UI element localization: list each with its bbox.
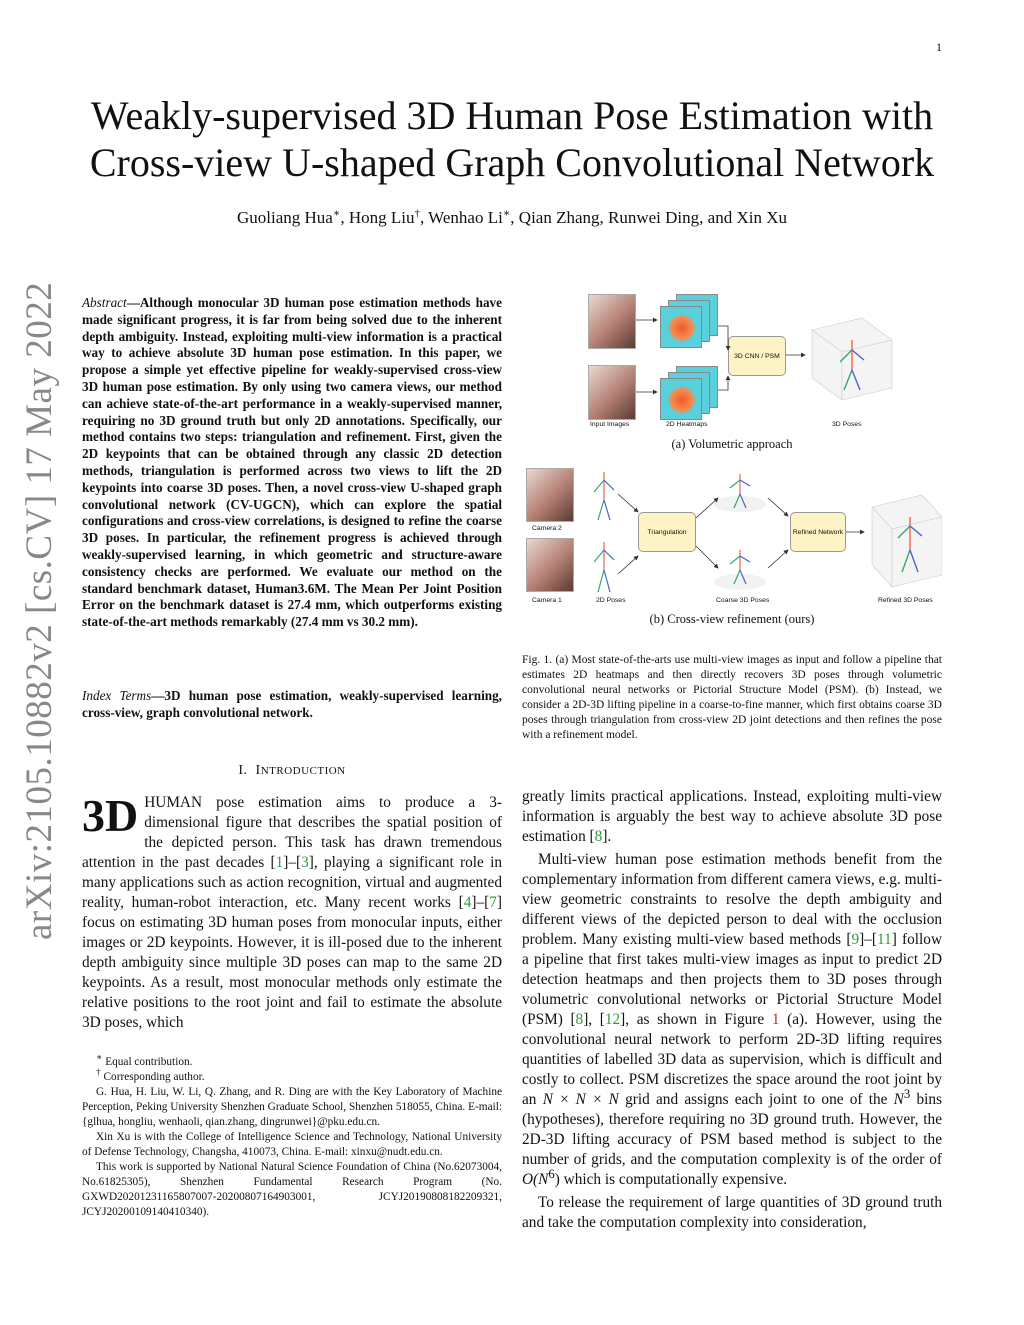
footnotes: ∗ Equal contribution. † Corresponding author. G. Hua, H. Liu, W. Li, Q. Zhang, and R. Ding are with the Key Laboratory of Machine Perception, Peking University Shenzhen Graduate School, Shenzhen 518055, China. E-mail: {glhua, hongliu, wenhaoli, qian.zhang, dingrunwei}@pku.edu.cn. Xin Xu is with the College of Intelligence Science and Technology, National University of Defense Technology, Changsha, 410073, China. E-mail: xinxu@nudt.edu.cn. This work is supported by National Natural Science Foundation of China (No.62073004, No.61825305), Shenzhen Fundamental Research Program (No. GXWD20201231165807007-20200807164903001, JCYJ20190808182209321, JCYJ20200109140410340). [82,1053,502,1218]
section-heading: I. INTRODUCTION [238,763,346,778]
citation-link[interactable]: 11 [876,931,892,948]
arrow [718,326,728,350]
fig-label: Coarse 3D Poses [716,597,770,604]
arrow [618,494,638,512]
coarse-3d-pose [714,550,766,590]
citation-link[interactable]: 7 [489,894,497,911]
cnn-psm-box: 3D CNN / PSM [728,336,786,376]
coarse-3d-pose [714,474,766,512]
author-name: Hong Liu [348,208,415,227]
paragraph: To release the requirement of large quantities of 3D ground truth and take the computation complexity into consideration, [522,1194,942,1231]
arrow [696,498,718,518]
figure-link[interactable]: 1 [771,1011,780,1028]
citation-link[interactable]: 1 [275,854,284,871]
affiliation-footnote: Xin Xu is with the College of Intelligence Science and Technology, National University of Defense Technology, Changsha, 410073, China. E-mail: xinxu@nudt.edu.cn. [82,1131,502,1158]
abstract [82,295,502,631]
dropcap: 3D [82,790,139,841]
citation-link[interactable]: 8 [594,828,603,845]
fig-label: Camera 1 [532,597,562,604]
triangulation-box: Triangulation [638,512,696,552]
author-mark: ∗ [332,207,341,220]
figure-b-diagram [522,462,942,607]
index-terms [82,688,502,722]
citation-link[interactable]: 9 [851,931,860,948]
citation-link[interactable]: 3 [301,854,309,871]
author-mark: ∗ [502,207,511,220]
paper-title: Weakly-supervised 3D Human Pose Estimation with Cross-view U-shaped Graph Convolutional Network [89,93,935,185]
refined-3d-pose-plot [872,495,942,587]
fig-label: 3D Poses [832,421,862,428]
page-number: 1 [936,40,942,54]
figure-a-arrows [522,290,942,430]
fig-label: Input Images [590,421,630,428]
right-column-text [522,787,942,1233]
author-name: Guoliang Hua [237,208,333,227]
author-name: Wenhao Li [428,208,503,227]
citation-link[interactable]: 4 [463,894,472,911]
index-terms-text: —3D human pose estimation, weakly-supervised learning, cross-view, graph convolutional network. [82,688,502,720]
arrow [718,376,728,390]
abstract-text: —Although monocular 3D human pose estimation methods have made significant progress, it is far from being solved due to the inherent depth ambiguity. Instead, exploiting multi-view information is a practical way to achieve absolute 3D human pose estimation. In this paper, we propose a simple yet effective pipeline for weakly-supervised cross-view 3D human pose estimation. By only using two camera views, our method can achieve state-of-the-art performance in a weakly-supervised manner, requiring no 3D ground truth but only 2D annotations. Specifically, our method contains two steps: triangulation and refinement. First, given the 2D keypoints that can be obtained through any classic 2D detection methods, triangulation is performed across two views to lift the 2D keypoints into coarse 3D poses. Then, a novel cross-view U-shaped graph convolutional network (CV-UGCN), which can explore the spatial configurations and cross-view correlations, is designed to refine the coarse 3D poses. In particular, the refinement progress is achieved through weakly-supervised learning, in which geometric and structure-aware consistency checks are performed. We evaluate our method on the standard benchmark dataset, Human3.6M. The Mean Per Joint Position Error on the benchmark dataset is 27.4 mm, which outperforms existing state-of-the-art methods remarkably (27.4 mm vs 30.2 mm). [82,295,502,630]
arrow [696,546,718,568]
paragraph: Multi-view human pose estimation methods benefit from the complementary information from different camera views, e.g. multi-view geometric constraints to resolve the depth ambiguity and different views of the depicted person to deal with the occlusion problem. Many existing multi-view based methods [9]–[11] follow a pipeline that first takes multi-view images as input to predict 2D detection heatmaps and then projects them to 3D poses through volumetric convolutional networks or Pictorial Structure Model (PSM) [8], [12], as shown in Figure 1 (a). However, using the convolutional neural network to perform 2D-3D lifting requires quantities of labelled 3D data as supervision, which is difficult and costly to collect. PSM discretizes the space around the root joint by an N × N × N grid and assigns each joint to one of the $N^3$ bins (hypotheses), therefore requiring no 3D ground truth. However, the 2D-3D lifting accuracy of PSM based method is subject to the number of grids, and the computation complexity is of the order of $O(N^6)$ which is computationally expensive. [522,851,942,1188]
2d-pose [594,472,614,520]
math: N [893,1091,904,1108]
subfigure-caption: (a) Volumetric approach [671,437,793,451]
fig-label: Camera 2 [532,525,562,532]
subfigure-caption: (b) Cross-view refinement (ours) [649,612,815,626]
citation-link[interactable]: 8 [575,1011,584,1028]
index-terms-label: Index Terms [82,688,152,703]
fig-label: 2D Poses [596,597,626,604]
math: N × N × N [542,1091,619,1108]
math: O(N [522,1171,549,1188]
citation-link[interactable]: 12 [604,1011,621,1028]
2d-pose [594,542,614,592]
arxiv-watermark: arXiv:2105.10882v2 [cs.CV] 17 May 2022 [19,281,60,940]
paragraph: greatly limits practical applications. Instead, exploiting multi-view information is arguably the best way to achieve absolute 3D pose estimation [8]. [522,788,942,845]
author-list: Guoliang Hua∗, Hong Liu†, Wenhao Li∗, Qian Zhang, Runwei Ding, and Xin Xu [237,207,787,227]
author-name: Qian Zhang, Runwei Ding, and Xin Xu [518,208,787,227]
intro-paragraph: 3D HUMAN pose estimation aims to produce a 3-dimensional figure that describes the spatial position of the depicted person. This task has drawn tremendous attention in the past decades [1]–[3], playing a significant role in many applications such as action recognition, virtual and augmented reality, human-robot interaction, etc. Many recent works [4]–[7] focus on estimating 3D human poses from monocular inputs, either images or 2D keypoints. However, it is ill-posed due to the inherent depth ambiguity since multiple 3D poses can map to the same 2D keypoints. As a result, most monocular methods only estimate the relative positions to the root joint and fail to estimate the absolute 3D poses, which [82,790,502,1031]
fig-label: Refined 3D Poses [878,597,933,604]
arrow [768,550,788,568]
author-mark: † [414,207,420,220]
abstract-label: Abstract [82,295,127,310]
fig-label: 2D Heatmaps [666,421,708,428]
affiliation-footnote: G. Hua, H. Liu, W. Li, Q. Zhang, and R. Ding are with the Key Laboratory of Machine Perception, Peking University Shenzhen Graduate School, Shenzhen 518055, China. E-mail: {glhua, hongliu, wenhaoli, qian.zhang, dingrunwei}@pku.edu.cn. [82,1086,502,1128]
arrow [768,498,788,516]
refined-network-box: Refined Network [790,512,846,552]
figure-caption: Fig. 1. (a) Most state-of-the-arts use multi-view images as input and follow a pipeline that estimates 2D heatmaps and then directly recovers 3D poses through volumetric convolutional neural networks or Pictorial Structure Model (PSM). (b) Instead, we consider a 2D-3D lifting pipeline in a coarse-to-fine manner, which first obtains coarse 3D poses through triangulation from cross-view 2D joint detections and then refines the pose with a refinement model. [522,654,942,741]
funding-footnote: This work is supported by National Natural Science Foundation of China (No.62073004, No.61825305), Shenzhen Fundamental Research Program (No. GXWD20201231165807007-20200807164903001, JCYJ20190808182209321, JCYJ20200109140410340). [82,1161,502,1218]
arrow [618,556,638,574]
